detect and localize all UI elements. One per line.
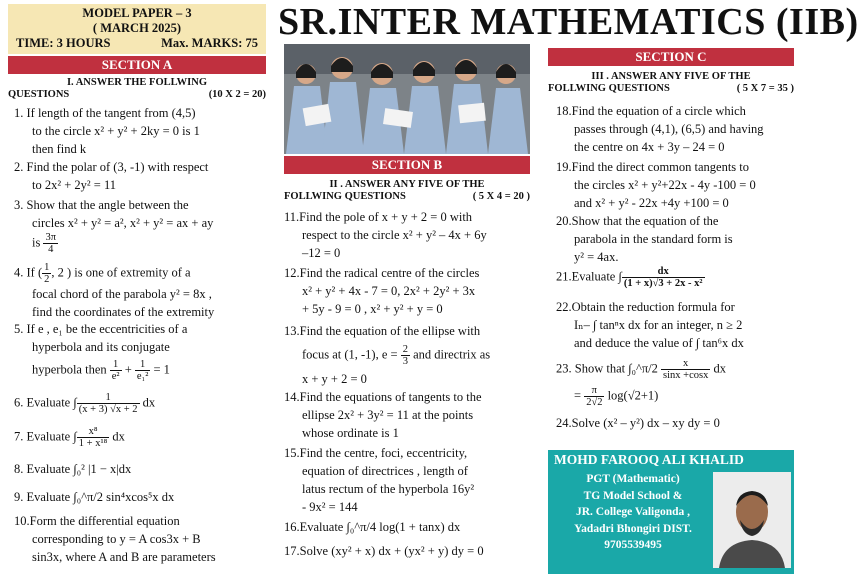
question-15-line: 15.Find the centre, foci, eccentricity, — [284, 446, 468, 460]
question-4-text: , 2 ) is one of extremity of a — [51, 265, 191, 280]
question-19-line: the circles x² + y²+22x - 4y -100 = 0 — [574, 178, 756, 192]
author-photo-illustration — [713, 472, 791, 568]
author-name: MOHD FAROOQ ALI KHALID — [554, 452, 744, 467]
fraction-numerator: x — [661, 358, 710, 370]
section-b-instr-line2: FOLLWING QUESTIONS — [284, 191, 406, 202]
section-b-instr-line1: II . ANSWER ANY FIVE OF THE — [329, 179, 485, 190]
paper-marks: Max. MARKS: 75 — [161, 36, 258, 50]
question-10 — [14, 512, 269, 566]
question-19 — [556, 158, 796, 212]
question-24 — [556, 414, 796, 432]
question-12 — [284, 264, 534, 318]
author-detail-line: Yadadri Bhongiri DIST. — [574, 522, 692, 535]
question-13-line: x + y + 2 = 0 — [302, 372, 367, 386]
question-23 — [556, 358, 796, 408]
question-13 — [284, 322, 534, 388]
question-11 — [284, 208, 534, 262]
fraction-numerator: x⁸ — [77, 426, 109, 438]
fraction-denominator: e₁² — [136, 371, 149, 382]
question-10-line: sin3x, where A and B are parameters — [32, 550, 216, 564]
section-b-instructions — [284, 179, 530, 203]
page-title: SR.INTER MATHEMATICS (IIB) — [278, 1, 859, 43]
fraction — [110, 359, 122, 382]
question-12-line: + 5y - 9 = 0 , x² + y² + y = 0 — [302, 302, 443, 316]
fraction-numerator: 1 — [135, 359, 150, 371]
fraction-numerator: 2 — [402, 344, 408, 355]
question-21-line — [556, 266, 796, 289]
question-5-line: hyperbola and its conjugate — [32, 340, 170, 354]
section-c-marks: ( 5 X 7 = 35 ) — [736, 83, 794, 94]
author-phone: 9705539495 — [604, 539, 662, 551]
section-a-marks: (10 X 2 = 20) — [208, 89, 266, 100]
paper-label: MODEL PAPER – 3 — [82, 6, 192, 20]
students-photo — [284, 44, 530, 154]
question-13-line: 13.Find the equation of the ellipse with — [284, 324, 481, 338]
question-23-text: = — [574, 388, 582, 403]
fraction — [584, 385, 604, 408]
question-1 — [14, 104, 269, 158]
question-5-line — [14, 359, 269, 382]
question-14-line: ellipse 2x² + 3y² = 11 at the points — [302, 408, 474, 422]
question-23-text: dx — [710, 361, 726, 376]
question-13-text: focus at (1, -1), e = — [302, 347, 398, 362]
question-12-line: 12.Find the radical centre of the circles — [284, 266, 480, 280]
question-23-text: log(√2+1) — [604, 388, 659, 403]
fraction-denominator: 2 — [44, 274, 50, 285]
fraction-denominator: (x + 3) √x + 2 — [78, 404, 138, 415]
question-18-line: passes through (4,1), (6,5) and having — [574, 122, 764, 136]
fraction — [135, 359, 150, 382]
question-14-line: whose ordinate is 1 — [302, 426, 399, 440]
question-6-line — [14, 392, 269, 415]
question-10-line: corresponding to y = A cos3x + B — [32, 532, 201, 546]
question-11-line: 11.Find the pole of x + y + 2 = 0 with — [284, 210, 473, 224]
question-22-line: 22.Obtain the reduction formula for — [556, 300, 735, 314]
fraction-denominator: 3 — [402, 356, 408, 367]
question-4-line: focal chord of the parabola y² = 8x , — [32, 287, 212, 301]
author-details — [558, 471, 708, 554]
author-photo — [713, 472, 791, 568]
fraction-denominator: (1 + x)√3 + 2x - x² — [623, 278, 703, 289]
question-18 — [556, 102, 796, 156]
question-2 — [14, 158, 269, 194]
fraction — [401, 344, 410, 367]
question-18-line: 18.Find the equation of a circle which — [556, 104, 746, 118]
fraction-denominator: sinx +cosx — [663, 370, 709, 381]
question-1-line: then find k — [32, 142, 87, 156]
question-14 — [284, 388, 534, 442]
section-c-instr-line1: III . ANSWER ANY FIVE OF THE — [591, 71, 751, 82]
question-23-text: 23. Show that ∫₀^π/2 — [556, 361, 658, 376]
fraction — [42, 262, 51, 285]
question-18-line: the centre on 4x + 3y – 24 = 0 — [574, 140, 725, 154]
question-20-line: 20.Show that the equation of the — [556, 214, 719, 228]
question-7-line — [14, 426, 269, 449]
question-19-line: 19.Find the direct common tangents to — [556, 160, 750, 174]
question-15-line: - 9x² = 144 — [302, 500, 358, 514]
question-15-line: latus rectum of the hyperbola 16y² — [302, 482, 475, 496]
author-box — [548, 450, 794, 574]
question-11-line: –12 = 0 — [302, 246, 341, 260]
question-5 — [14, 320, 269, 382]
question-22 — [556, 298, 796, 352]
question-13-line — [284, 344, 534, 367]
question-23-line — [556, 385, 796, 408]
question-5-text: hyperbola then — [32, 362, 107, 377]
question-2-line: 2. Find the polar of (3, -1) with respect — [14, 160, 209, 174]
fraction — [77, 426, 109, 449]
question-21-text: 21.Evaluate ∫ — [556, 269, 622, 284]
author-detail-line: PGT (Mathematic) — [586, 473, 680, 485]
question-6-text: 6. Evaluate ∫ — [14, 395, 77, 410]
section-a-instructions — [8, 77, 266, 101]
section-a-instr-line2: QUESTIONS — [8, 89, 70, 100]
question-11-line: respect to the circle x² + y² – 4x + 6y — [302, 228, 487, 242]
question-1-line: to the circle x² + y² + 2ky = 0 is 1 — [32, 124, 200, 138]
section-b-marks: ( 5 X 4 = 20 ) — [472, 191, 530, 202]
fraction-denominator: e² — [111, 371, 120, 382]
fraction-numerator: 1 — [77, 392, 140, 404]
question-3-line: 3. Show that the angle between the — [14, 198, 189, 212]
question-8 — [14, 460, 269, 478]
fraction-numerator: 1 — [44, 262, 50, 273]
question-22-line: and deduce the value of ∫ tan⁶x dx — [574, 336, 744, 350]
question-7 — [14, 426, 269, 449]
section-a-bar: SECTION A — [8, 56, 266, 74]
section-c-bar: SECTION C — [548, 48, 794, 66]
question-3-line: circles x² + y² = a², x² + y² = ax + ay — [32, 216, 214, 230]
paper-time: TIME: 3 HOURS — [16, 36, 111, 50]
fraction-numerator: π — [584, 385, 604, 397]
question-20-line: y² = 4ax. — [574, 250, 619, 264]
question-4-line — [14, 262, 269, 285]
author-detail-line: JR. College Valigonda , — [575, 506, 691, 518]
question-7-text: dx — [109, 429, 125, 444]
question-7-text: 7. Evaluate ∫ — [14, 429, 77, 444]
fraction-numerator: 3π — [45, 232, 57, 243]
question-4-line: find the coordinates of the extremity — [32, 305, 215, 319]
question-6 — [14, 392, 269, 415]
question-16 — [284, 518, 534, 536]
fraction — [622, 266, 705, 289]
section-b-bar: SECTION B — [284, 156, 530, 174]
question-20-line: parabola in the standard form is — [574, 232, 733, 246]
question-2-line: to 2x² + 2y² = 11 — [32, 178, 116, 192]
section-a-instr-line1: I. ANSWER THE FOLLWING — [66, 77, 208, 88]
question-9-line: 9. Evaluate ∫₀^π/2 sin⁴xcos⁵x dx — [14, 490, 175, 504]
question-17-line: 17.Solve (xy² + x) dx + (yx² + y) dy = 0 — [284, 544, 484, 558]
students-photo-illustration — [284, 44, 530, 154]
question-4 — [14, 262, 269, 321]
section-c-instructions — [548, 71, 794, 95]
question-6-text: dx — [139, 395, 156, 410]
question-21 — [556, 266, 796, 289]
question-24-line: 24.Solve (x² – y²) dx – xy dy = 0 — [556, 416, 720, 430]
question-3 — [14, 196, 269, 255]
question-22-line: Iₙ– ∫ tanⁿx dx for an integer, n ≥ 2 — [574, 318, 743, 332]
paper-date: ( MARCH 2025) — [92, 21, 182, 35]
paper-header — [8, 4, 266, 54]
fraction-denominator: 1 + x¹⁸ — [78, 438, 108, 449]
question-13-text: and directrix as — [409, 347, 491, 362]
fraction-numerator: dx — [622, 266, 705, 278]
operator: + — [121, 362, 135, 377]
question-8-line: 8. Evaluate ∫₀² |1 − x|dx — [14, 462, 132, 476]
question-5-line: 5. If e , e₁ be the eccentricities of a — [14, 322, 188, 336]
question-5-text: = 1 — [150, 362, 170, 377]
question-17 — [284, 542, 534, 560]
question-3-text: is — [32, 235, 41, 250]
fraction-denominator: 4 — [48, 244, 54, 255]
section-c-instr-line2: FOLLWING QUESTIONS — [548, 83, 670, 94]
question-15-line: equation of directrices , length of — [302, 464, 468, 478]
fraction — [661, 358, 710, 381]
question-20 — [556, 212, 796, 266]
question-23-line — [556, 358, 796, 381]
question-15 — [284, 444, 534, 516]
question-10-line: 10.Form the differential equation — [14, 514, 180, 528]
paper-meta — [8, 36, 266, 51]
fraction — [43, 232, 58, 255]
author-detail-line: TG Model School & — [583, 489, 683, 502]
question-9 — [14, 488, 269, 506]
fraction — [77, 392, 140, 415]
question-19-line: and x² + y² - 22x +4y +100 = 0 — [574, 196, 729, 210]
question-16-line: 16.Evaluate ∫₀^π/4 log(1 + tanx) dx — [284, 520, 461, 534]
fraction-denominator: 2√2 — [586, 397, 603, 408]
question-1-line: 1. If length of the tangent from (4,5) — [14, 106, 196, 120]
question-3-line — [14, 232, 269, 255]
question-14-line: 14.Find the equations of tangents to the — [284, 390, 482, 404]
question-4-text: 4. If ( — [14, 265, 43, 280]
question-12-line: x² + y² + 4x - 7 = 0, 2x² + 2y² + 3x — [302, 284, 476, 298]
fraction-numerator: 1 — [110, 359, 122, 371]
